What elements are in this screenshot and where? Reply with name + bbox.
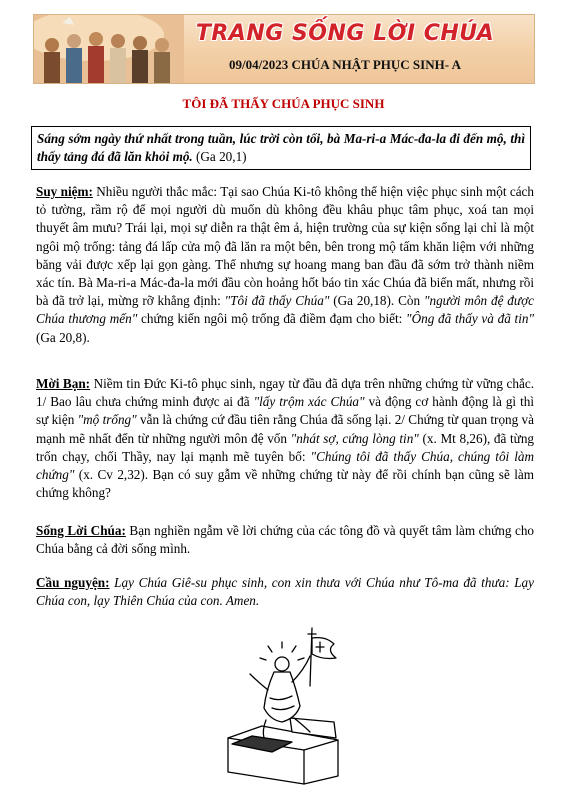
invitation-quote-1: "lấy trộm xác Chúa" — [253, 394, 365, 410]
invitation-text-3: vẫn là chứng cứ đầu tiên rằng Chúa đã sống lại. 2/ Chứng từ quan trọng và mạnh mẽ nhất đến từ những người môn đệ vốn — [36, 412, 534, 446]
header-banner — [33, 14, 535, 84]
invitation-quote-4: "Chúng tôi đã thấy Chúa, chúng tôi làm chứng" — [36, 448, 534, 483]
risen-christ-illustration-icon — [222, 626, 344, 786]
reflection-quote-3: "Ông đã thấy và đã tin" — [406, 311, 534, 327]
crowd-scene-art-icon — [34, 15, 184, 83]
reflection-text-3: chứng kiến ngôi mộ trống đã điềm đạm cho biết: — [137, 311, 407, 327]
invitation-text-2: và động cơ hành động là gì thì sự kiện — [36, 394, 535, 428]
invitation-text-5: (x. Cv 2,32). Bạn có suy gẫm về những chứng từ này để rồi chính bạn cũng sẽ làm chứng không? — [36, 467, 534, 501]
reflection-text-1: Nhiều người thắc mắc: Tại sao Chúa Ki-tô không thể hiện việc phục sinh một cách tỏ tường, rầm rộ để mọi người dù muốn dù không đều khâu phục tâm phục, xoá tan mọi thuyết âm mưu? Trái lại, mọi sự diễn ra thật êm ả, hiện trường của sự kiện sống lại chỉ là một ngôi mộ trống: tảng đá lấp cửa mộ đã lăn ra một bên, bên trong mộ tấm khăn liệm với những băng vải được xếp lại gọn gàng. Thế nhưng sự hoang mang ban đầu đã sớm trở thành niềm xác tín. Bà Ma-ri-a Mác-đa-la mới đầu còn hoảng hốt báo tin xác Chúa đã biến mất, nhưng rồi bà đã trở lại, mừng rỡ khẳng định: — [36, 184, 534, 309]
living-word-paragraph — [36, 522, 534, 558]
invitation-label: Mời Bạn: — [36, 376, 91, 391]
invitation-quote-3: "nhát sợ, cứng lòng tin" — [290, 430, 419, 446]
invitation-paragraph — [36, 375, 534, 502]
reflection-quote-1: "Tôi đã thấy Chúa" — [224, 293, 330, 309]
reflection-paragraph — [36, 183, 534, 347]
page-title: TÔI ĐÃ THẤY CHÚA PHỤC SINH — [182, 96, 385, 111]
banner-date: 09/04/2023 CHÚA NHẬT PHỤC SINH- A — [229, 57, 461, 72]
reflection-text-4: (Ga 20,8). — [36, 329, 90, 345]
banner-title: TRANG SỐNG LỜI CHÚA — [195, 21, 495, 46]
prayer-label: Cầu nguyện: — [36, 575, 110, 590]
reflection-quote-2: "người môn đệ được Chúa thương mến" — [36, 293, 534, 327]
living-word-text: Bạn nghiền ngẫm về lời chứng của các tông đồ và quyết tâm làm chứng cho Chúa bằng cả đời sống mình. — [36, 523, 535, 557]
invitation-quote-2: "mộ trống" — [77, 412, 137, 428]
scripture-quote-text: Sáng sớm ngày thứ nhất trong tuần, lúc trời còn tối, bà Ma-ri-a Mác-đa-la đi đến mộ, thì thấy tảng đá đã lăn khỏi mộ. — [37, 131, 525, 164]
prayer-paragraph — [36, 574, 534, 610]
scripture-quote-ref: (Ga 20,1) — [192, 149, 247, 164]
invitation-text-4: (x. Mt 8,26), đã từng trốn chạy, chối Thầy, nay lại mạnh mẽ tuyên bố: — [36, 430, 535, 464]
scripture-quote-box — [31, 126, 531, 170]
invitation-text-1: Niềm tin Đức Ki-tô phục sinh, ngay từ đầu đã dựa trên những chứng từ vững chắc. 1/ Bao lâu chưa chứng minh được ai đã — [36, 376, 534, 410]
reflection-text-2: (Ga 20,18). Còn — [329, 293, 424, 309]
living-word-label: Sống Lời Chúa: — [36, 523, 126, 538]
reflection-label: Suy niệm: — [36, 184, 93, 199]
prayer-text: Lạy Chúa Giê-su phục sinh, con xin thưa với Chúa như Tô-ma đã thưa: Lạy Chúa con, lạy Thiên Chúa của con. Amen. — [36, 575, 535, 609]
